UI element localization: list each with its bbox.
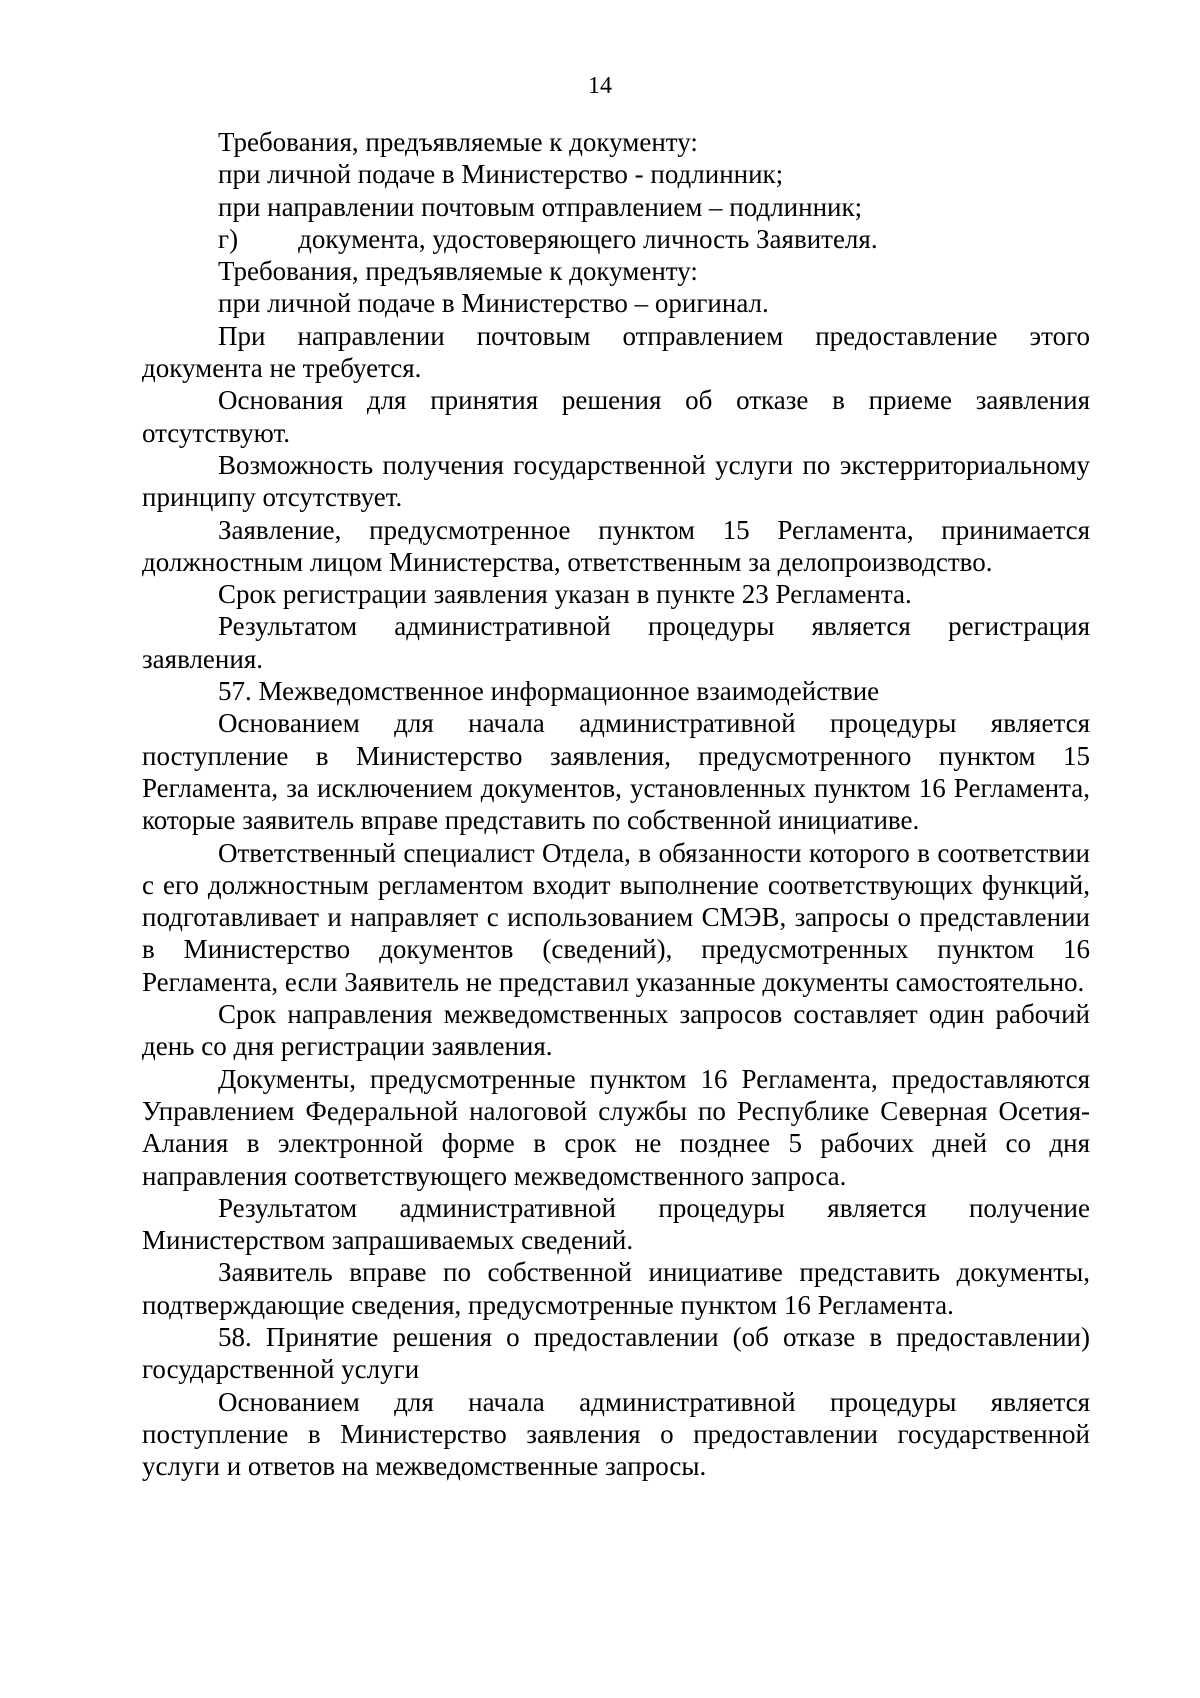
paragraph: при личной подаче в Министерство - подлинник;: [218, 159, 784, 190]
paragraph: при личной подаче в Министерство – оригинал.: [218, 288, 769, 319]
paragraph: Основания для принятия решения об отказе в приеме заявления отсутствуют.: [142, 385, 1090, 448]
list-item: [142, 223, 1090, 255]
paragraph: Ответственный специалист Отдела, в обязанности которого в соответствии с его должностным регламентом входит выполнение соответствующих функций, подготавливает и направляет с использованием СМЭВ, запросы о представлении в Министерство документов (сведений), предусмотренных пунктом 16 Регламента, если Заявитель не представил указанные документы самостоятельно.: [142, 837, 1090, 997]
list-item-text: документа, удостоверяющего личность Заявителя.: [298, 223, 878, 254]
paragraph: Заявитель вправе по собственной инициативе представить документы, подтверждающие сведения, предусмотренные пунктом 16 Регламента.: [142, 1257, 1090, 1320]
paragraph: Результатом административной процедуры является регистрация заявления.: [142, 611, 1090, 674]
section-heading: 58. Принятие решения о предоставлении (об отказе в предоставлении) государственной услуги: [142, 1321, 1090, 1385]
document-body: [142, 126, 1090, 1482]
paragraph: Требования, предъявляемые к документу:: [218, 256, 698, 287]
paragraph: Основанием для начала административной процедуры является поступление в Министерство заявления о предоставлении государственной услуги и ответов на межведомственные запросы.: [142, 1386, 1090, 1482]
paragraph: Основанием для начала административной процедуры является поступление в Министерство заявления, предусмотренного пунктом 15 Регламента, за исключением документов, установленных пунктом 16 Регламента, которые заявитель вправе представить по собственной инициативе.: [142, 708, 1090, 836]
paragraph: Возможность получения государственной услуги по экстерриториальному принципу отсутствует.: [142, 449, 1090, 513]
page-number: 14: [588, 73, 612, 99]
paragraph: Заявление, предусмотренное пунктом 15 Регламента, принимается должностным лицом Министерства, ответственным за делопроизводство.: [142, 514, 1090, 577]
paragraph: Документы, предусмотренные пунктом 16 Регламента, предоставляются Управлением Федеральной налоговой службы по Республике Северная Осетия-Алания в электронной форме в срок не позднее 5 рабочих дней со дня направления соответствующего межведомственного запроса.: [142, 1063, 1090, 1191]
list-marker: г): [218, 223, 239, 254]
paragraph: Требования, предъявляемые к документу:: [218, 127, 698, 157]
paragraph: При направлении почтовым отправлением предоставление этого документа не требуется.: [142, 320, 1090, 384]
paragraph: Срок регистрации заявления указан в пункте 23 Регламента.: [218, 579, 912, 610]
paragraph: Результатом административной процедуры является получение Министерством запрашиваемых сведений.: [142, 1192, 1090, 1256]
paragraph: Срок направления межведомственных запросов составляет один рабочий день со дня регистрации заявления.: [142, 999, 1090, 1062]
section-heading: 57. Межведомственное информационное взаимодействие: [218, 676, 880, 707]
paragraph: при направлении почтовым отправлением – подлинник;: [218, 191, 863, 222]
